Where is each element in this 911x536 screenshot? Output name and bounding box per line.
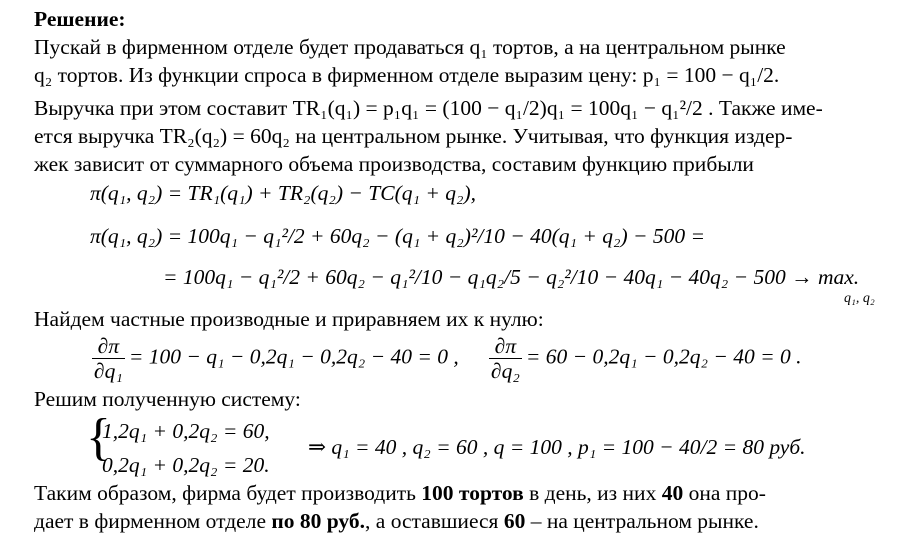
partial-numerator: ∂π xyxy=(92,334,125,359)
system-equation-1: 1,2q₁ + 0,2q₂ = 60, xyxy=(102,419,270,443)
conclusion-text: дает в фирменном отделе xyxy=(34,509,272,533)
conclusion-bold: 100 тортов xyxy=(421,481,524,505)
profit-function-equation: π(q₁, q₂) = TR₁(q₁) + TR₂(q₂) − TC(q₁ + q₂), xyxy=(90,181,476,205)
conclusion-line-2 xyxy=(34,508,759,534)
partial-q2-expression: = 60 − 0,2q₁ − 0,2q₂ − 40 = 0 . xyxy=(525,344,802,369)
profit-expansion-equation: π(q₁, q₂) = 100q₁ − q₁²/2 + 60q₂ − (q₁ + q₂)²/10 − 40(q₁ + q₂) − 500 = xyxy=(90,224,706,248)
system-solution: ⇒ q₁ = 40 , q₂ = 60 , q = 100 , p₁ = 100 − 40/2 = 80 руб. xyxy=(308,435,806,459)
partial-denominator: ∂q₂ xyxy=(491,359,520,383)
conclusion-text: в день, из них xyxy=(523,481,662,505)
conclusion-bold: 40 xyxy=(661,481,684,505)
partial-q1-expression: = 100 − q₁ − 0,2q₁ − 0,2q₂ − 40 = 0 , xyxy=(128,344,459,369)
conclusion-text: Таким образом, фирма будет производить xyxy=(34,481,422,505)
system-equation-2: 0,2q₁ + 0,2q₂ = 20. xyxy=(102,453,270,477)
conclusion-line-1 xyxy=(34,480,766,506)
text-line-4: ется выручка TR₂(q₂) = 60q₂ на центральном рынке. Учитывая, что функция издер- xyxy=(34,124,793,148)
text-line-5: жек зависит от суммарного объема производства, составим функцию прибыли xyxy=(34,152,754,176)
max-subscript: q₁, q₂ xyxy=(844,291,875,306)
partial-denominator: ∂q₁ xyxy=(94,359,123,383)
partial-derivative-q1 xyxy=(88,334,459,383)
conclusion-text: – на центральном рынке. xyxy=(525,509,759,533)
text-line-2: q₂ тортов. Из функции спроса в фирменном отделе выразим цену: p₁ = 100 − q₁/2. xyxy=(34,63,780,87)
conclusion-bold: 60 xyxy=(503,509,526,533)
system-brace: { xyxy=(86,409,111,466)
conclusion-bold: по 80 руб. xyxy=(271,509,366,533)
partials-intro-text: Найдем частные производные и приравняем их к нулю: xyxy=(34,307,544,331)
solution-heading: Решение: xyxy=(34,7,126,31)
conclusion-text: , а оставшиеся xyxy=(365,509,504,533)
text-line-1: Пускай в фирменном отделе будет продаваться q₁ тортов, а на центральном рынке xyxy=(34,35,786,59)
partial-fraction-q1 xyxy=(92,334,125,383)
text-line-3: Выручка при этом составит TR₁(q₁) = p₁q₁ = (100 − q₁/2)q₁ = 100q₁ − q₁²/2 . Также име- xyxy=(34,96,823,120)
partial-fraction-q2 xyxy=(489,334,522,383)
partial-numerator: ∂π xyxy=(489,334,522,359)
profit-simplified-equation: = 100q₁ − q₁²/2 + 60q₂ − q₁²/10 − q₁q₂/5 − q₂²/10 − 40q₁ − 40q₂ − 500 → max. xyxy=(163,265,860,289)
conclusion-text: она про- xyxy=(683,481,766,505)
system-intro-text: Решим полученную систему: xyxy=(34,387,301,411)
partial-derivative-q2 xyxy=(485,334,801,383)
